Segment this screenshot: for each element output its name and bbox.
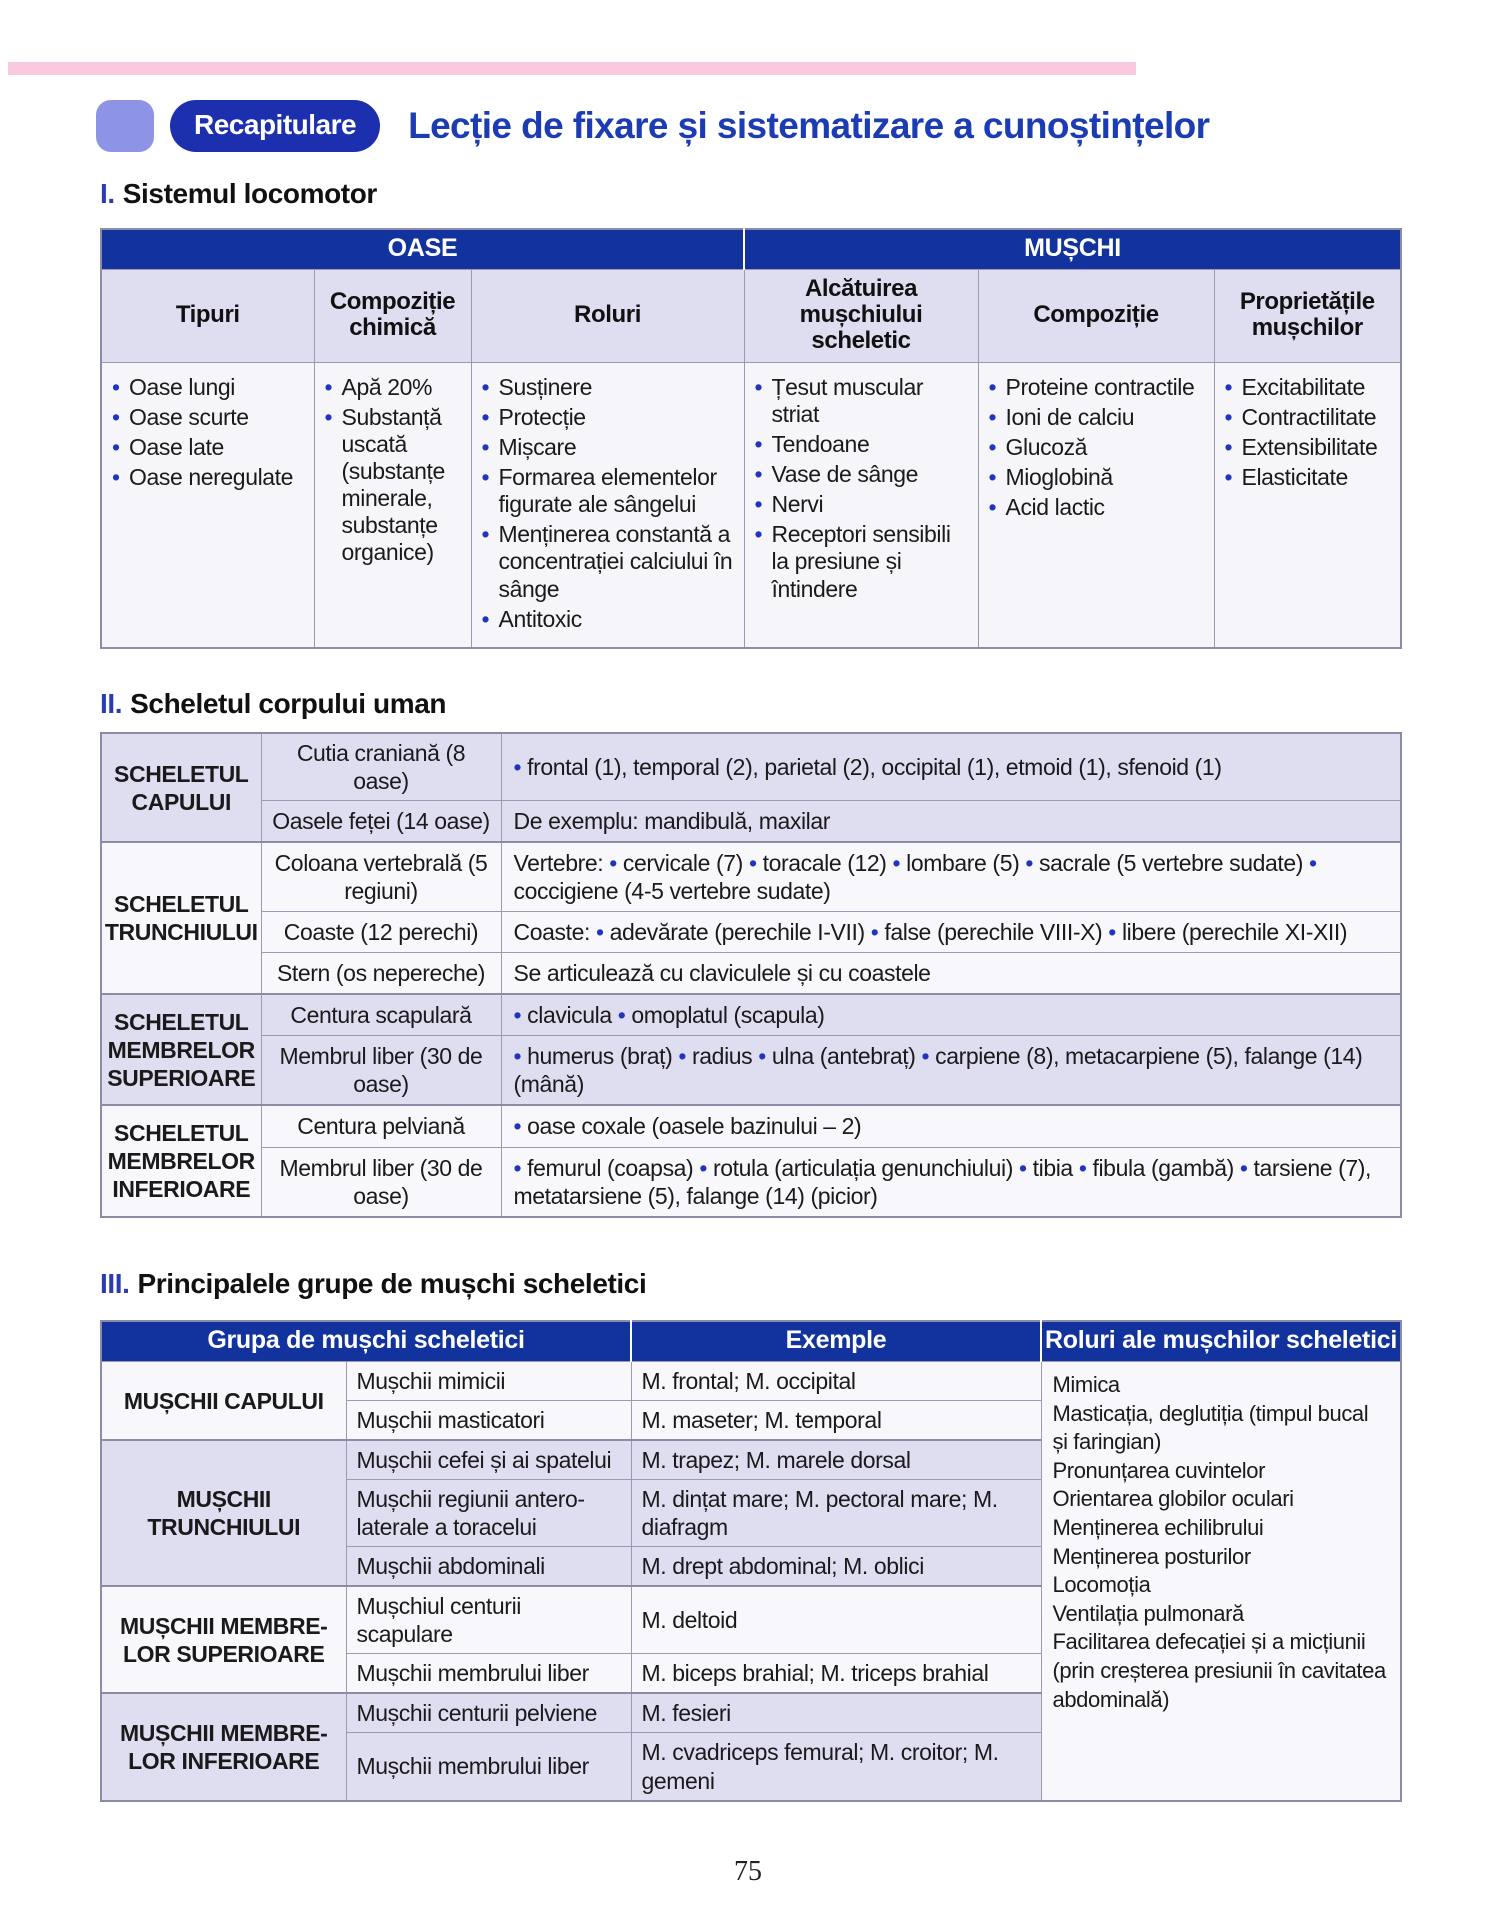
section3-number: III.: [100, 1268, 130, 1299]
group-scheletul-trunchiului: SCHELETUL TRUNCHIULUI: [101, 842, 261, 994]
table-cell: Centura scapulară: [261, 994, 501, 1036]
table-cell: M. frontal; M. occipital: [631, 1362, 1041, 1401]
list-item: • Formarea elementelor figurate ale sângelui: [499, 464, 739, 518]
list-item: • Protecție: [499, 404, 739, 431]
table-cell: Mușchii regiunii antero-laterale a toracelui: [346, 1480, 631, 1547]
list-item: Orientarea globilor oculari: [1052, 1486, 1294, 1512]
muscle-groups-table: [100, 1320, 1402, 1802]
roluri-list: [473, 364, 743, 646]
cell-roluri: [471, 362, 744, 648]
cell-compozitie-chimica: [314, 362, 471, 648]
table-cell: • frontal (1), temporal (2), parietal (2), occipital (1), etmoid (1), sfenoid (1): [501, 733, 1401, 801]
group-scheletul-capului: SCHELETUL CAPULUI: [101, 733, 261, 842]
table-row: [101, 1362, 1401, 1401]
group-muschii-capului: MUȘCHII CAPULUI: [101, 1362, 346, 1441]
table-cell: M. dințat mare; M. pectoral mare; M. diafragm: [631, 1480, 1041, 1547]
list-item: • Proteine contractile: [1006, 374, 1209, 401]
list-item: • Oase lungi: [129, 374, 309, 401]
table-cell: M. fesieri: [631, 1693, 1041, 1733]
table-cell: Membrul liber (30 de oase): [261, 1036, 501, 1106]
list-item: • Oase late: [129, 434, 309, 461]
col-compozitie: Compoziție: [978, 270, 1214, 363]
list-item: • Glucoză: [1006, 434, 1209, 461]
table1-band-row: [101, 229, 1401, 270]
header-grupa: Grupa de mușchi scheletici: [101, 1321, 631, 1362]
group-membre-inferioare: SCHELETUL MEMBRELOR INFERIOARE: [101, 1105, 261, 1216]
list-item: • Contractilitate: [1242, 404, 1396, 431]
group-membre-superioare: SCHELETUL MEMBRELOR SUPERIOARE: [101, 994, 261, 1105]
table-cell: • humerus (braț) • radius • ulna (antebraț) • carpiene (8), metacarpiene (5), falange (14) (mână): [501, 1036, 1401, 1106]
list-item: • Antitoxic: [499, 606, 739, 633]
table1-body-row: [101, 362, 1401, 648]
pink-divider-bar: [8, 62, 1136, 75]
list-item: • Mișcare: [499, 434, 739, 461]
decorative-square: [96, 100, 154, 152]
table-cell: De exemplu: mandibulă, maxilar: [501, 801, 1401, 843]
table-cell: Mușchii abdominali: [346, 1547, 631, 1587]
table-cell: Mușchii membrului liber: [346, 1654, 631, 1694]
table-cell: M. drept abdominal; M. oblici: [631, 1547, 1041, 1587]
list-item: • Mioglobină: [1006, 464, 1209, 491]
table-cell: Membrul liber (30 de oase): [261, 1147, 501, 1217]
table-cell: Mușchii centurii pelviene: [346, 1693, 631, 1733]
list-item: Pronunțarea cuvintelor: [1052, 1457, 1266, 1483]
table-cell: Mușchii masticatori: [346, 1401, 631, 1441]
table-row: [101, 733, 1401, 801]
col-compozitie-chimica: Compoziție chimică: [314, 270, 471, 363]
list-item: • Excitabilitate: [1242, 374, 1396, 401]
section2-number: II.: [100, 688, 123, 719]
list-item: • Substanță uscată (substanțe minerale, substanțe organice): [342, 404, 466, 567]
group-muschii-trunchiului: MUȘCHII TRUNCHIULUI: [101, 1440, 346, 1586]
skeleton-table: [100, 732, 1402, 1218]
table-row: [101, 1105, 1401, 1147]
table-cell: Stern (os nepereche): [261, 953, 501, 995]
table3-header-row: [101, 1321, 1401, 1362]
list-item: • Tendoane: [772, 431, 973, 458]
table-row: [101, 912, 1401, 953]
table-cell: M. deltoid: [631, 1586, 1041, 1654]
table-cell: Coaste (12 perechi): [261, 912, 501, 953]
table-cell: Mușchiul centurii scapulare: [346, 1586, 631, 1654]
table-cell: M. maseter; M. temporal: [631, 1401, 1041, 1441]
group-muschii-membre-inferioare: MUȘCHII MEMBRE-LOR INFERIOARE: [101, 1693, 346, 1800]
cell-proprietatile: [1214, 362, 1401, 648]
table-cell: • clavicula • omoplatul (scapula): [501, 994, 1401, 1036]
table-cell: Cutia craniană (8 oase): [261, 733, 501, 801]
group-muschii-membre-superioare: MUȘCHII MEMBRE-LOR SUPERIOARE: [101, 1586, 346, 1693]
section2-heading: [100, 688, 446, 720]
table-cell: M. trapez; M. marele dorsal: [631, 1440, 1041, 1480]
list-item: Locomoția: [1052, 1572, 1151, 1598]
table-cell: Oasele feței (14 oase): [261, 801, 501, 843]
col-alcatuirea: Alcătuirea mușchiului scheletic: [744, 270, 978, 363]
list-item: • Nervi: [772, 491, 973, 518]
table-cell: M. cvadriceps femural; M. croitor; M. gemeni: [631, 1733, 1041, 1801]
table-row: [101, 1036, 1401, 1106]
header-exemple: Exemple: [631, 1321, 1041, 1362]
table-cell: Centura pelviană: [261, 1105, 501, 1147]
header-roluri: Roluri ale mușchilor scheletici: [1041, 1321, 1401, 1362]
roles-cell: [1041, 1362, 1401, 1801]
alcatuirea-list: [746, 364, 977, 616]
page-header: [96, 100, 1209, 152]
table-cell: • femurul (coapsa) • rotula (articulația genunchiului) • tibia • fibula (gambă) • tarsiene (7), metatarsiene (5), falange (14) (picior): [501, 1147, 1401, 1217]
table-cell: Mușchii membrului liber: [346, 1733, 631, 1801]
table-cell: M. biceps brahial; M. triceps brahial: [631, 1654, 1041, 1694]
section3-title: Principalele grupe de mușchi scheletici: [137, 1268, 647, 1299]
table-cell: Mușchii mimicii: [346, 1362, 631, 1401]
list-item: • Acid lactic: [1006, 494, 1209, 521]
compozitie-list: [980, 364, 1213, 535]
table-row: [101, 994, 1401, 1036]
table-cell: Coloana vertebrală (5 regiuni): [261, 842, 501, 912]
section1-heading: [100, 178, 377, 210]
list-item: • Apă 20%: [342, 374, 466, 401]
table-cell: Coaste: • adevărate (perechile I-VII) • false (perechile VIII-X) • libere (perechile XI-XII): [501, 912, 1401, 953]
table-cell: Se articulează cu claviculele și cu coastele: [501, 953, 1401, 995]
recapitulare-badge: Recapitulare: [170, 100, 380, 152]
cell-compozitie: [978, 362, 1214, 648]
col-tipuri: Tipuri: [101, 270, 314, 363]
list-item: • Oase scurte: [129, 404, 309, 431]
section1-title: Sistemul locomotor: [122, 178, 377, 209]
list-item: Ventilația pulmonară: [1052, 1600, 1244, 1626]
list-item: Menținerea echilibrului: [1052, 1514, 1264, 1540]
list-item: • Menținerea constantă a concentrației calciului în sânge: [499, 521, 739, 602]
compozitie-chimica-list: [316, 364, 470, 580]
col-proprietatile: Proprietățile mușchilor: [1214, 270, 1401, 363]
band-muschi: MUȘCHI: [744, 229, 1401, 270]
col-roluri: Roluri: [471, 270, 744, 363]
page-title: Lecție de fixare și sistematizare a cunoștințelor: [408, 105, 1210, 146]
list-item: • Receptori sensibili la presiune și întindere: [772, 521, 973, 602]
list-item: • Ioni de calciu: [1006, 404, 1209, 431]
section2-title: Scheletul corpului uman: [130, 688, 447, 719]
list-item: Facilitarea defecației și a micțiunii (prin creșterea presiunii în cavitatea abdominală): [1052, 1629, 1386, 1712]
list-item: Mimica: [1052, 1372, 1120, 1397]
proprietatile-list: [1216, 364, 1400, 505]
band-oase: OASE: [101, 229, 744, 270]
table-cell: Mușchii cefei și ai spatelui: [346, 1440, 631, 1480]
table1-column-headers: [101, 270, 1401, 363]
tipuri-list: [103, 364, 313, 505]
table-cell: Vertebre: • cervicale (7) • toracale (12) • lombare (5) • sacrale (5 vertebre sudate) • coccigiene (4-5 vertebre sudate): [501, 842, 1401, 912]
list-item: Menținerea posturilor: [1052, 1543, 1251, 1569]
cell-tipuri: [101, 362, 314, 648]
list-item: • Extensibilitate: [1242, 434, 1396, 461]
table-cell: • oase coxale (oasele bazinului – 2): [501, 1105, 1401, 1147]
locomotor-system-table: [100, 228, 1402, 649]
list-item: • Elasticitate: [1242, 464, 1396, 491]
list-item: Masticația, deglutiția (timpul bucal și faringian): [1052, 1400, 1369, 1455]
page-number: 75: [734, 1856, 762, 1887]
section3-heading: [100, 1268, 646, 1300]
list-item: • Vase de sânge: [772, 461, 973, 488]
roles-list: [1043, 1363, 1400, 1722]
table-row: [101, 842, 1401, 912]
list-item: • Susținere: [499, 374, 739, 401]
table-row: [101, 953, 1401, 995]
table-row: [101, 801, 1401, 843]
table-row: [101, 1147, 1401, 1217]
cell-alcatuirea: [744, 362, 978, 648]
list-item: • Țesut muscular striat: [772, 374, 973, 428]
section1-number: I.: [100, 178, 115, 209]
list-item: • Oase neregulate: [129, 464, 309, 491]
